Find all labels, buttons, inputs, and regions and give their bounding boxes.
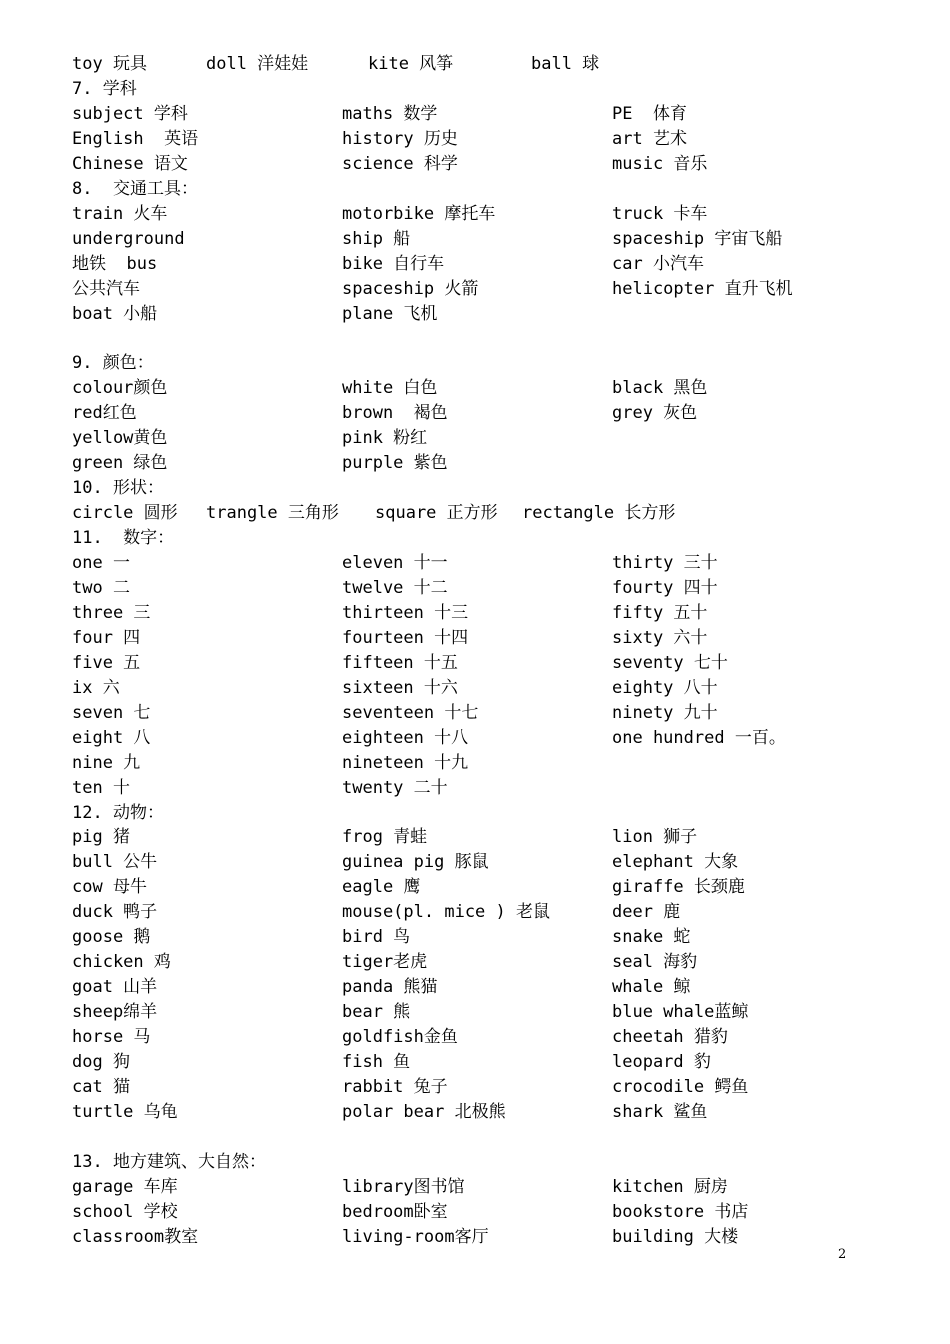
vocab-entry: lion 狮子 bbox=[612, 827, 698, 848]
vocab-entry: ball 球 bbox=[531, 54, 600, 74]
vocab-entry: seventy 七十 bbox=[612, 652, 728, 673]
vocab-entry: seal 海豹 bbox=[612, 952, 698, 973]
vocab-entry: deer 鹿 bbox=[612, 902, 681, 923]
vocab-entry: 地铁 bus bbox=[72, 253, 158, 274]
vocab-entry: chicken 鸡 bbox=[72, 952, 171, 973]
vocab-entry: fish 鱼 bbox=[342, 1052, 411, 1072]
vocab-entry: toy 玩具 bbox=[72, 54, 147, 74]
vocab-entry: train 火车 bbox=[72, 203, 168, 224]
vocab-entry: bird 鸟 bbox=[342, 927, 411, 948]
vocab-entry: spaceship 火箭 bbox=[342, 278, 479, 299]
vocab-entry: spaceship 宇宙飞船 bbox=[612, 228, 783, 249]
vocab-entry: twelve 十二 bbox=[342, 577, 448, 598]
vocab-entry: sixteen 十六 bbox=[342, 677, 458, 698]
vocab-entry: nine 九 bbox=[72, 752, 141, 773]
vocab-entry: three 三 bbox=[72, 602, 151, 623]
vocab-entry: purple 紫色 bbox=[342, 453, 448, 474]
vocab-entry: whale 鲸 bbox=[612, 977, 691, 998]
vocab-entry: frog 青蛙 bbox=[342, 827, 428, 848]
vocab-entry: rectangle 长方形 bbox=[522, 503, 676, 524]
vocab-entry: science 科学 bbox=[342, 153, 458, 174]
vocab-entry: bear 熊 bbox=[342, 1002, 411, 1023]
vocab-entry: garage 车库 bbox=[72, 1176, 178, 1197]
vocab-entry: ninety 九十 bbox=[612, 702, 718, 723]
vocab-entry: bookstore 书店 bbox=[612, 1201, 749, 1222]
vocab-entry: ten 十 bbox=[72, 777, 130, 798]
vocab-entry: twenty 二十 bbox=[342, 777, 448, 798]
vocab-entry: pig 猪 bbox=[72, 827, 130, 848]
vocab-entry: colour颜色 bbox=[72, 378, 168, 399]
vocab-entry: sheep绵羊 bbox=[72, 1002, 158, 1023]
page-number: 2 bbox=[838, 1247, 847, 1262]
vocab-entry: eighty 八十 bbox=[612, 677, 718, 698]
vocab-entry: five 五 bbox=[72, 652, 141, 673]
vocab-entry: pink 粉红 bbox=[342, 428, 428, 449]
vocab-entry: cat 猫 bbox=[72, 1076, 130, 1097]
vocab-entry: polar bear 北极熊 bbox=[342, 1101, 506, 1122]
vocab-entry: nineteen 十九 bbox=[342, 752, 469, 773]
vocab-entry: fourteen 十四 bbox=[342, 627, 469, 648]
heading-text: 11. 数字： bbox=[72, 528, 175, 549]
vocab-entry: bike 自行车 bbox=[342, 253, 445, 274]
vocab-entry: eagle 鹰 bbox=[342, 877, 421, 898]
vocab-entry: bull 公牛 bbox=[72, 852, 158, 873]
vocab-entry: helicopter 直升飞机 bbox=[612, 278, 793, 299]
vocab-entry: panda 熊猫 bbox=[342, 977, 438, 998]
vocab-entry: music 音乐 bbox=[612, 153, 708, 174]
vocab-entry: black 黑色 bbox=[612, 378, 708, 399]
vocab-entry: snake 蛇 bbox=[612, 927, 691, 948]
vocab-entry: subject 学科 bbox=[72, 103, 188, 124]
vocab-entry: cow 母牛 bbox=[72, 877, 147, 898]
vocab-entry: art 艺术 bbox=[612, 128, 687, 149]
heading-text: 7. 学科 bbox=[72, 78, 137, 99]
vocab-entry: yellow黄色 bbox=[72, 428, 168, 449]
vocab-entry: truck 卡车 bbox=[612, 203, 708, 224]
vocab-entry: English 英语 bbox=[72, 128, 199, 149]
vocab-entry: shark 鲨鱼 bbox=[612, 1101, 708, 1122]
vocab-entry: cheetah 猎豹 bbox=[612, 1027, 728, 1048]
heading-text: 13. 地方建筑、大自然： bbox=[72, 1151, 266, 1172]
vocab-entry: crocodile 鳄鱼 bbox=[612, 1076, 749, 1097]
vocab-entry: eight 八 bbox=[72, 727, 151, 748]
vocab-entry: rabbit 兔子 bbox=[342, 1076, 448, 1097]
vocab-entry: eighteen 十八 bbox=[342, 727, 469, 748]
vocab-entry: four 四 bbox=[72, 627, 141, 648]
vocab-entry: sixty 六十 bbox=[612, 627, 708, 648]
vocab-entry: 公共汽车 bbox=[72, 278, 140, 299]
vocab-entry: PE 体育 bbox=[612, 103, 687, 124]
heading-text: 10. 形状： bbox=[72, 478, 164, 499]
vocab-entry: doll 洋娃娃 bbox=[206, 54, 309, 74]
vocab-entry: tiger老虎 bbox=[342, 952, 428, 973]
vocab-entry: fifty 五十 bbox=[612, 602, 708, 623]
vocab-entry: motorbike 摩托车 bbox=[342, 203, 496, 224]
vocab-entry: ix 六 bbox=[72, 677, 120, 698]
vocab-entry: seventeen 十七 bbox=[342, 702, 479, 723]
vocab-entry: two 二 bbox=[72, 577, 130, 598]
vocab-entry: duck 鸭子 bbox=[72, 902, 158, 923]
vocab-entry: leopard 豹 bbox=[612, 1052, 711, 1072]
vocab-entry: giraffe 长颈鹿 bbox=[612, 877, 745, 898]
vocab-entry: circle 圆形 bbox=[72, 503, 178, 524]
vocab-entry: fourty 四十 bbox=[612, 577, 718, 598]
vocab-entry: fifteen 十五 bbox=[342, 652, 458, 673]
heading-text: 9. 颜色： bbox=[72, 353, 154, 374]
vocab-entry: guinea pig 豚鼠 bbox=[342, 852, 489, 873]
vocab-entry: dog 狗 bbox=[72, 1052, 130, 1072]
vocab-entry: thirteen 十三 bbox=[342, 602, 469, 623]
heading-text: 12. 动物： bbox=[72, 802, 164, 823]
vocab-entry: one hundred 一百。 bbox=[612, 727, 786, 748]
vocab-entry: thirty 三十 bbox=[612, 553, 718, 573]
vocab-entry: blue whale蓝鲸 bbox=[612, 1002, 749, 1023]
vocab-entry: one 一 bbox=[72, 553, 130, 573]
vocab-entry: white 白色 bbox=[342, 378, 438, 399]
vocab-entry: library图书馆 bbox=[342, 1176, 465, 1197]
vocab-entry: ship 船 bbox=[342, 228, 411, 249]
vocab-entry: goldfish金鱼 bbox=[342, 1027, 458, 1048]
heading-text: 8. 交通工具： bbox=[72, 178, 198, 199]
vocab-entry: car 小汽车 bbox=[612, 253, 704, 274]
vocab-entry: elephant 大象 bbox=[612, 852, 739, 873]
vocab-entry: red红色 bbox=[72, 403, 137, 424]
vocab-entry: school 学校 bbox=[72, 1201, 178, 1222]
vocab-entry: square 正方形 bbox=[375, 503, 498, 524]
vocab-entry: living-room客厅 bbox=[342, 1226, 489, 1247]
vocab-entry: kitchen 厨房 bbox=[612, 1176, 728, 1197]
vocab-entry: history 历史 bbox=[342, 128, 458, 149]
vocab-entry: goat 山羊 bbox=[72, 977, 158, 998]
vocab-entry: horse 马 bbox=[72, 1027, 151, 1048]
vocab-entry: goose 鹅 bbox=[72, 927, 151, 948]
vocab-entry: mouse(pl. mice ) 老鼠 bbox=[342, 902, 550, 923]
vocab-entry: trangle 三角形 bbox=[206, 503, 339, 524]
vocab-entry: seven 七 bbox=[72, 702, 151, 723]
vocab-entry: bedroom卧室 bbox=[342, 1201, 448, 1222]
vocab-entry: brown 褐色 bbox=[342, 403, 448, 424]
vocab-entry: classroom教室 bbox=[72, 1226, 199, 1247]
vocab-entry: kite 风筝 bbox=[368, 54, 454, 74]
vocab-entry: turtle 乌龟 bbox=[72, 1101, 178, 1122]
vocab-entry: eleven 十一 bbox=[342, 553, 448, 573]
vocab-entry: building 大楼 bbox=[612, 1226, 739, 1247]
vocab-entry: boat 小船 bbox=[72, 303, 158, 324]
vocab-entry: plane 飞机 bbox=[342, 303, 438, 324]
vocab-entry: underground bbox=[72, 228, 185, 249]
vocab-entry: Chinese 语文 bbox=[72, 153, 188, 174]
vocab-entry: green 绿色 bbox=[72, 453, 168, 474]
vocab-entry: grey 灰色 bbox=[612, 403, 698, 424]
vocab-entry: maths 数学 bbox=[342, 103, 438, 124]
